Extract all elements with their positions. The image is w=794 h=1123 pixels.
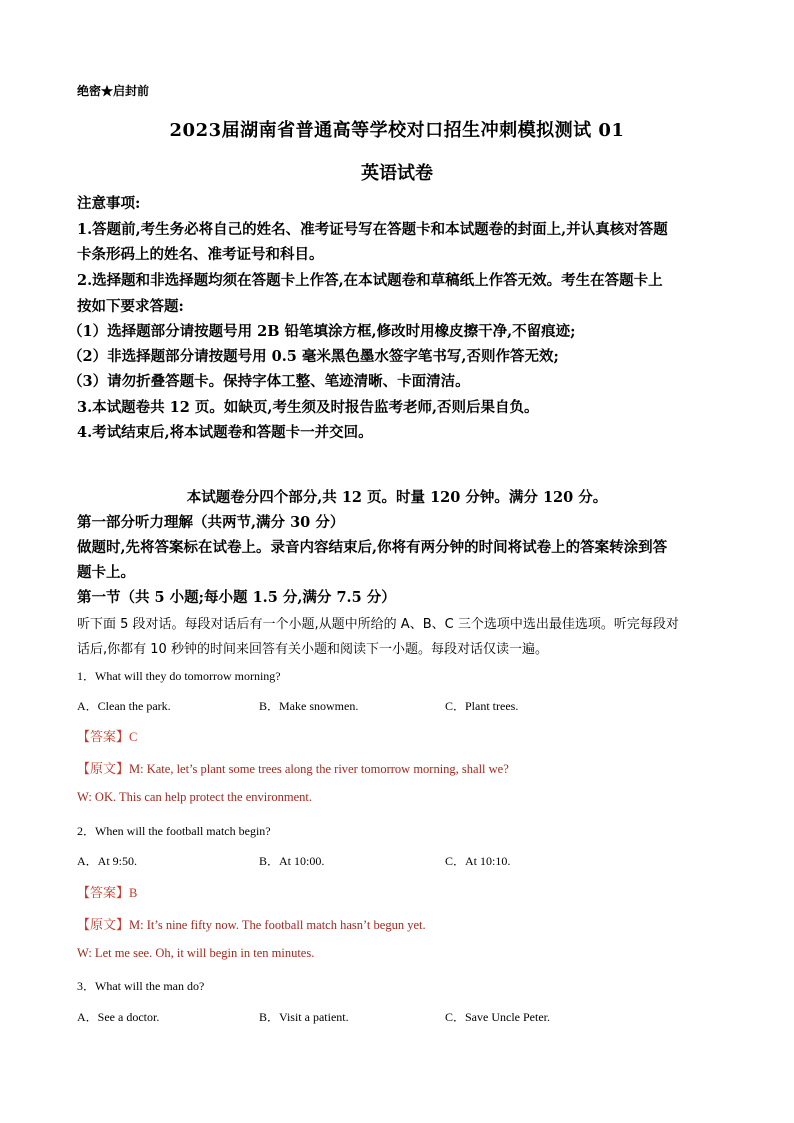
option-c: C．At 10:10. bbox=[445, 854, 511, 868]
page-subtitle: 英语试卷 bbox=[361, 163, 433, 184]
part1-heading: 第一部分听力理解（共两节,满分 30 分） bbox=[77, 514, 345, 531]
notice-line: （1）选择题部分请按题号用 2B 铅笔填涂方框,修改时用橡皮擦干净,不留痕迹; bbox=[68, 323, 576, 340]
answer-line bbox=[77, 882, 137, 901]
section1-instruction: 话后,你都有 10 秒钟的时间来回答有关小题和阅读下一小题。每段对话仅读一遍。 bbox=[77, 642, 548, 657]
answer-value: C bbox=[129, 730, 138, 744]
notice-line: 1.答题前,考生务必将自己的姓名、准考证号写在答题卡和本试题卷的封面上,并认真核对答题 bbox=[77, 221, 668, 238]
answer-value: B bbox=[129, 886, 138, 900]
question-stem: 3．What will the man do? bbox=[77, 979, 205, 993]
notice-line: 2.选择题和非选择题均须在答题卡上作答,在本试题卷和草稿纸上作答无效。考生在答题卡上 bbox=[77, 272, 663, 289]
option-b: B．Make snowmen. bbox=[259, 699, 359, 713]
option-a: A．Clean the park. bbox=[77, 699, 171, 713]
option-b: B．At 10:00. bbox=[259, 854, 325, 868]
option-c: C．Save Uncle Peter. bbox=[445, 1010, 550, 1024]
page-title: 2023届湖南省普通高等学校对口招生冲刺模拟测试 01 bbox=[169, 120, 625, 141]
option-b: B．Visit a patient. bbox=[259, 1010, 349, 1024]
answer-line bbox=[77, 726, 137, 745]
notice-line: 4.考试结束后,将本试题卷和答题卡一并交回。 bbox=[77, 424, 373, 441]
part1-instruction: 题卡上。 bbox=[77, 564, 135, 581]
script-line bbox=[77, 914, 426, 933]
notice-line: （2）非选择题部分请按题号用 0.5 毫米黑色墨水签字笔书写,否则作答无效; bbox=[68, 348, 559, 365]
script-label: 【原文】 bbox=[77, 918, 130, 933]
notice-line: 卡条形码上的姓名、准考证号和科目。 bbox=[77, 246, 324, 263]
notice-line: （3）请勿折叠答题卡。保持字体工整、笔迹清晰、卡面清洁。 bbox=[68, 373, 470, 390]
script-line bbox=[77, 758, 509, 777]
notice-heading: 注意事项: bbox=[77, 195, 141, 212]
part1-instruction: 做题时,先将答案标在试卷上。录音内容结束后,你将有两分钟的时间将试卷上的答案转涂到答 bbox=[77, 539, 668, 556]
script-text: W: Let me see. Oh, it will begin in ten minutes. bbox=[77, 946, 315, 960]
exam-info: 本试题卷分四个部分,共 12 页。时量 120 分钟。满分 120 分。 bbox=[186, 489, 608, 506]
option-a: A．See a doctor. bbox=[77, 1010, 160, 1024]
secret-mark: 绝密★启封前 bbox=[77, 84, 150, 98]
answer-label: 【答案】 bbox=[77, 886, 130, 901]
script-text: M: It’s nine fifty now. The football match hasn’t begun yet. bbox=[129, 918, 426, 932]
notice-line: 按如下要求答题: bbox=[77, 298, 184, 315]
option-c: C．Plant trees. bbox=[445, 699, 519, 713]
notice-line: 3.本试题卷共 12 页。如缺页,考生须及时报告监考老师,否则后果自负。 bbox=[77, 399, 539, 416]
option-a: A．At 9:50. bbox=[77, 854, 138, 868]
script-text: W: OK. This can help protect the environment. bbox=[77, 790, 313, 804]
answer-label: 【答案】 bbox=[77, 730, 130, 745]
question-stem: 1．What will they do tomorrow morning? bbox=[77, 669, 281, 683]
question-stem: 2．When will the football match begin? bbox=[77, 824, 271, 838]
section1-instruction: 听下面 5 段对话。每段对话后有一个小题,从题中所给的 A、B、C 三个选项中选出最佳选项。听完每段对 bbox=[77, 617, 679, 632]
script-label: 【原文】 bbox=[77, 762, 130, 777]
script-text: M: Kate, let’s plant some trees along the river tomorrow morning, shall we? bbox=[129, 762, 509, 776]
section1-heading: 第一节（共 5 小题;每小题 1.5 分,满分 7.5 分） bbox=[77, 589, 396, 606]
